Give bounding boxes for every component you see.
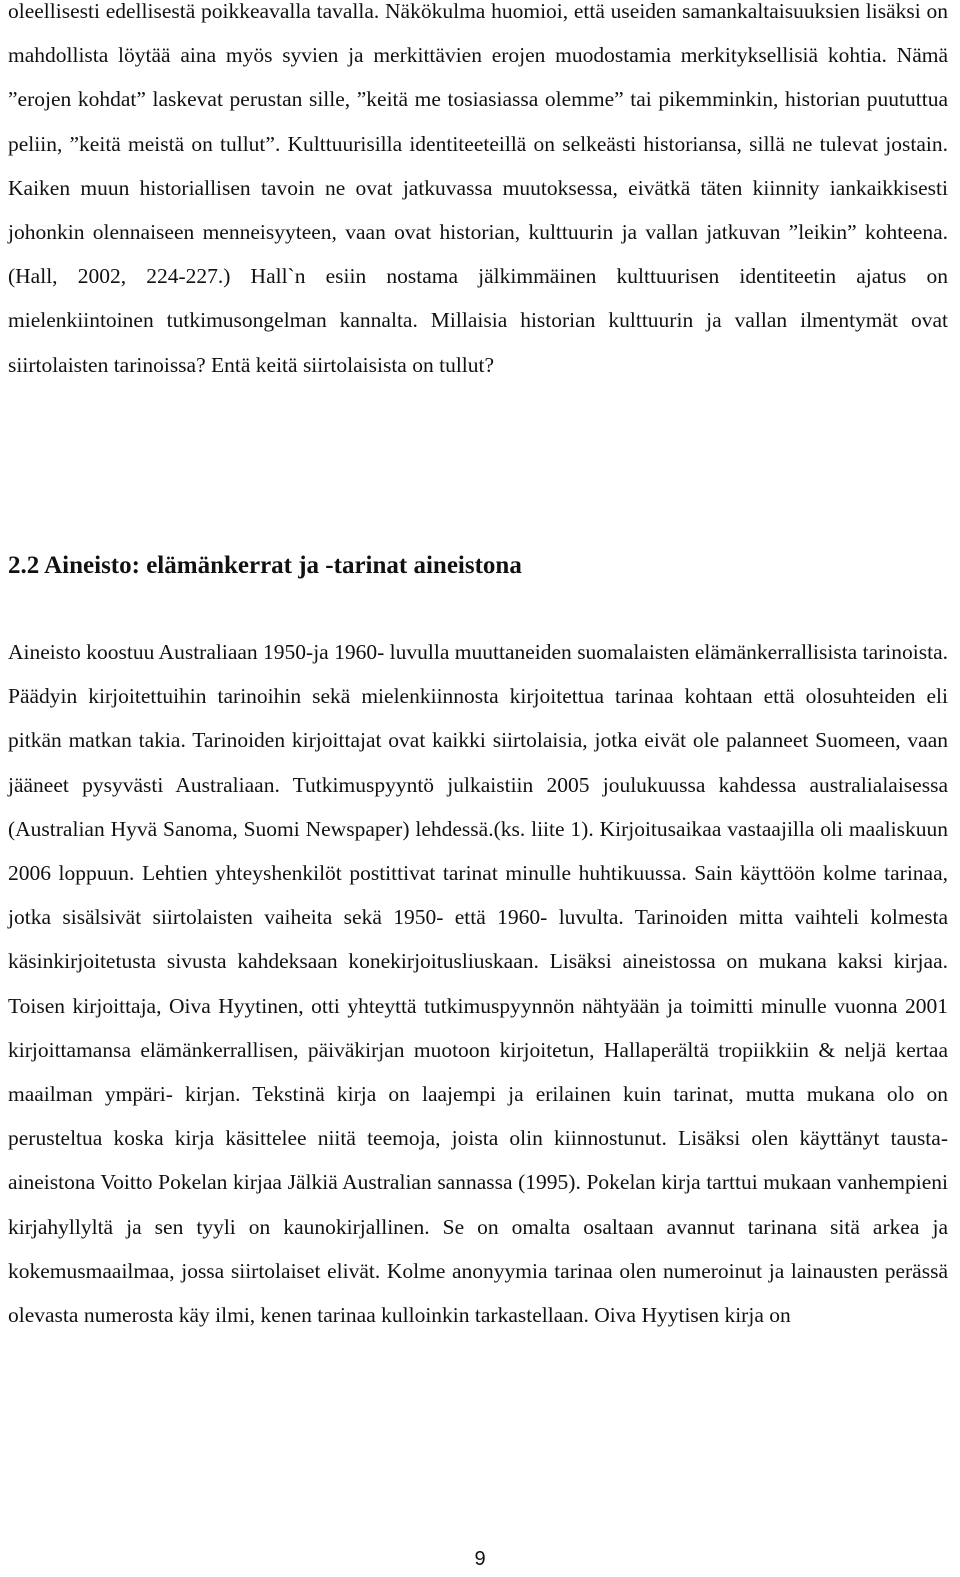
page-number: 9 xyxy=(474,1548,486,1570)
body-paragraph-1: oleellisesti edellisestä poikkeavalla tavalla. Näkökulma huomioi, että useiden samankaltaisuuksien lisäksi on mahdollista löytää aina myös syvien ja merkittävien erojen muodostamia merkityksellisiä kohtia. Nämä ”erojen kohdat” laskevat perustan sille, ”keitä me tosiasiassa olemme” tai pikemminkin, historian puututtua peliin, ”keitä meistä on tullut”. Kulttuurisilla identiteeteillä on selkeästi historiansa, sillä ne tulevat jostain. Kaiken muun historiallisen tavoin ne ovat jatkuvassa muutoksessa, eivätkä täten kiinnity iankaikkisesti johonkin olennaiseen menneisyyteen, vaan ovat historian, kulttuurin ja vallan jatkuvan ”leikin” kohteena. (Hall, 2002, 224-227.) Hall`n esiin nostama jälkimmäinen kulttuurisen identiteetin ajatus on mielenkiintoinen tutkimusongelman kannalta. Millaisia historian kulttuurin ja vallan ilmentymät ovat siirtolaisten tarinoissa? Entä keitä siirtolaisista on tullut? xyxy=(8,0,948,377)
body-paragraph-2: Aineisto koostuu Australiaan 1950-ja 1960- luvulla muuttaneiden suomalaisten elämänkerrallisista tarinoista. Päädyin kirjoitettuihin tarinoihin sekä mielenkiinnosta kirjoitettua tarinaa kohtaan että olosuhteiden eli pitkän matkan takia. Tarinoiden kirjoittajat ovat kaikki siirtolaisia, jotka eivät ole palanneet Suomeen, vaan jääneet pysyvästi Australiaan. Tutkimuspyyntö julkaistiin 2005 joulukuussa kahdessa australialaisessa (Australian Hyvä Sanoma, Suomi Newspaper) lehdessä.(ks. liite 1). Kirjoitusaikaa vastaajilla oli maaliskuun 2006 loppuun. Lehtien yhteyshenkilöt postittivat tarinat minulle huhtikuussa. Sain käyttöön kolme tarinaa, jotka sisälsivät siirtolaisten vaiheita sekä 1950- että 1960- luvulta. Tarinoiden mitta vaihteli kolmesta käsinkirjoitetusta sivusta kahdeksaan konekirjoitusliuskaan. Lisäksi aineistossa on mukana kaksi kirjaa. Toisen kirjoittaja, Oiva Hyytinen, otti yhteyttä tutkimuspyynnön nähtyään ja toimitti minulle vuonna 2001 kirjoittamansa elämänkerrallisen, päiväkirjan muotoon kirjoitetun, Hallaperältä tropiikkiin & neljä kertaa maailman ympäri- kirjan. Tekstinä kirja on laajempi ja erilainen kuin tarinat, mutta mukana olo on perusteltua koska kirja käsittelee niitä teemoja, joista olin kiinnostunut. Lisäksi olen käyttänyt tausta-aineistona Voitto Pokelan kirjaa Jälkiä Australian sannassa (1995). Pokelan kirja tarttui mukaan vanhempieni kirjahyllyltä ja sen tyyli on kaunokirjallinen. Se on omalta osaltaan avannut tarinana sitä arkea ja kokemusmaailmaa, jossa siirtolaiset elivät. Kolme anonyymia tarinaa olen numeroinut ja lainausten perässä olevasta numerosta käy ilmi, kenen tarinaa kulloinkin tarkastellaan. Oiva Hyytisen kirja on xyxy=(8,640,948,1328)
section-heading: 2.2 Aineisto: elämänkerrat ja -tarinat aineistona xyxy=(8,552,522,579)
